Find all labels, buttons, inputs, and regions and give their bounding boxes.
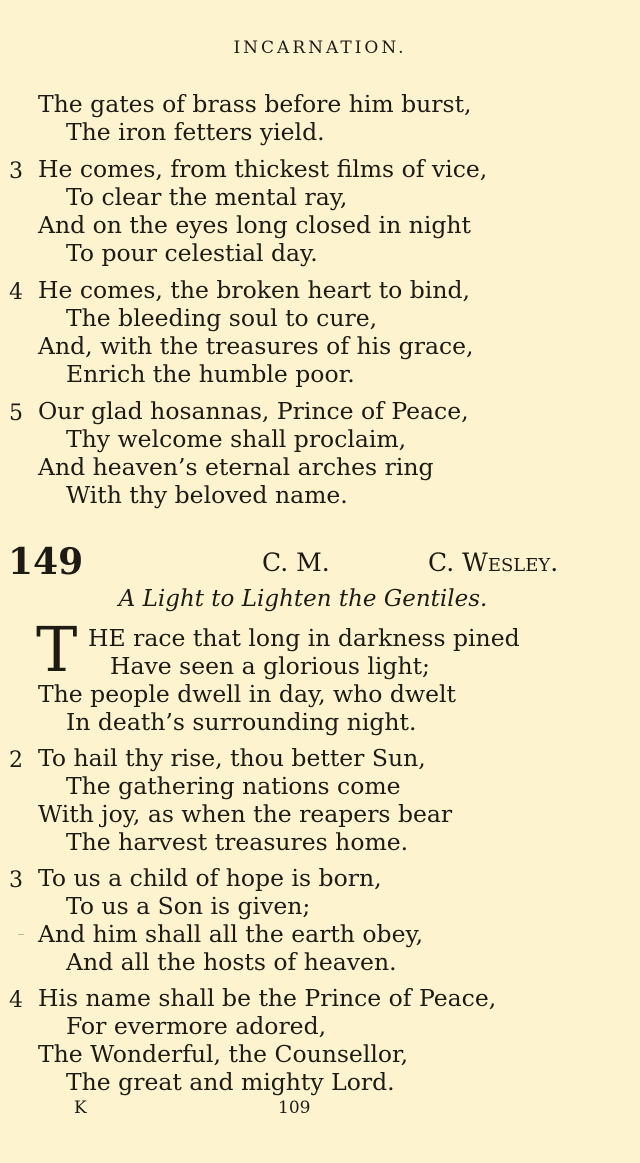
verse-line: And all the hosts of heaven. [66, 948, 397, 976]
verse-line: With joy, as when the reapers bear [38, 800, 453, 828]
page-number: 109 [278, 1098, 311, 1118]
verse-line: The gathering nations come [66, 772, 401, 800]
verse-number: 3 [9, 868, 23, 893]
verse-line: The great and mighty Lord. [66, 1068, 395, 1096]
verse-line: And heaven’s eternal arches ring [38, 453, 434, 481]
verse-number: 2 [9, 748, 23, 773]
verse-line: To us a Son is given; [66, 892, 311, 920]
verse-line: To hail thy rise, thou better Sun, [38, 744, 426, 772]
verse-line: He comes, the broken heart to bind, [38, 276, 470, 304]
verse-line: The Wonderful, the Counsellor, [38, 1040, 409, 1068]
verse-line: The iron fetters yield. [66, 118, 325, 146]
verse-line: And him shall all the earth obey, [38, 920, 424, 948]
verse-number: 4 [9, 988, 23, 1013]
verse-number: 3 [9, 159, 23, 184]
running-head: INCARNATION. [233, 38, 407, 58]
verse-line: In death’s surrounding night. [66, 708, 417, 736]
verse-line: And, with the treasures of his grace, [38, 332, 474, 360]
verse-line: The bleeding soul to cure, [66, 304, 378, 332]
verse-line: With thy beloved name. [66, 481, 348, 509]
hymn-author: C. Wesley. [428, 548, 559, 577]
verse-line: To pour celestial day. [66, 239, 318, 267]
verse-line: Thy welcome shall proclaim, [66, 425, 407, 453]
verse-line: And on the eyes long closed in night [38, 211, 471, 239]
verse-line: Enrich the humble poor. [66, 360, 355, 388]
drop-cap: T [36, 613, 78, 686]
hymn-number: 149 [8, 541, 84, 583]
verse-line: Our glad hosannas, Prince of Peace, [38, 397, 469, 425]
verse-line: He comes, from thickest films of vice, [38, 155, 488, 183]
signature-mark: K [74, 1098, 87, 1118]
margin-mark [18, 934, 24, 935]
verse-line: To us a child of hope is born, [38, 864, 382, 892]
verse-number: 5 [9, 401, 23, 426]
hymn-subtitle: A Light to Lighten the Gentiles. [118, 586, 488, 612]
verse-line: Have seen a glorious light; [110, 652, 430, 680]
hymn-meter: C. M. [262, 548, 330, 577]
verse-line: HE race that long in darkness pined [88, 624, 520, 652]
verse-line: His name shall be the Prince of Peace, [38, 984, 497, 1012]
verse-line: The harvest treasures home. [66, 828, 409, 856]
verse-line: For evermore adored, [66, 1012, 327, 1040]
verse-line: To clear the mental ray, [66, 183, 348, 211]
verse-line: The people dwell in day, who dwelt [38, 680, 456, 708]
verse-line: The gates of brass before him burst, [38, 90, 472, 118]
verse-number: 4 [9, 280, 23, 305]
